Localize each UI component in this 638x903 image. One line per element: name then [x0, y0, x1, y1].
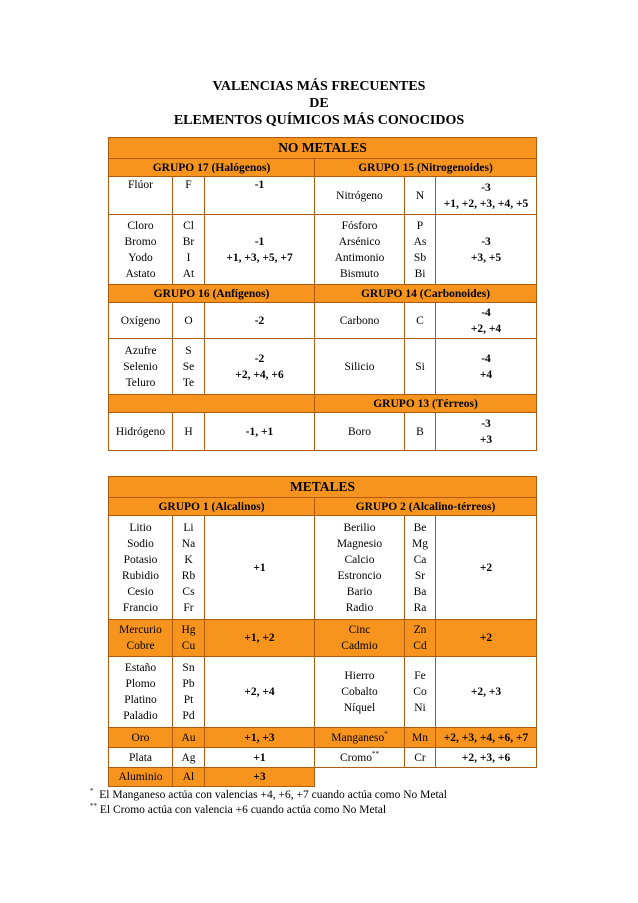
element-name: Hidrógeno	[109, 413, 173, 451]
valence: +2	[436, 620, 537, 657]
element-name: Boro	[315, 413, 405, 451]
element-name: Oro	[109, 728, 173, 748]
element-name: Flúor	[109, 177, 173, 215]
element-symbol: Ag	[173, 748, 205, 768]
valence: -1 +1, +3, +5, +7	[205, 215, 315, 285]
element-symbols: Fe Co Ni	[405, 657, 436, 728]
empty-group-header	[109, 395, 315, 413]
valence: -2 +2, +4, +6	[205, 339, 315, 395]
empty-cell	[315, 768, 537, 787]
footnote-2: ** El Cromo actúa con valencia +6 cuando actúa como No Metal	[90, 802, 387, 816]
element-names: Litio Sodio Potasio Rubidio Cesio Francio	[109, 516, 173, 620]
element-name: Oxígeno	[109, 303, 173, 339]
element-names: Estaño Plomo Platino Paladio	[109, 657, 173, 728]
valence: +2	[436, 516, 537, 620]
element-name: Cromo**	[315, 748, 405, 768]
valence: +2, +4	[205, 657, 315, 728]
element-symbol: Cr	[405, 748, 436, 768]
element-name: Silicio	[315, 339, 405, 395]
element-symbols: S Se Te	[173, 339, 205, 395]
no-metales-table	[108, 137, 537, 451]
group-14-header: GRUPO 14 (Carbonoides)	[315, 285, 537, 303]
valence: +1, +2	[205, 620, 315, 657]
valence: -3 +3, +5	[436, 215, 537, 285]
valence: -4 +2, +4	[436, 303, 537, 339]
valence: -1	[205, 177, 315, 215]
valence: +2, +3, +6	[436, 748, 537, 768]
element-name: Carbono	[315, 303, 405, 339]
element-symbol: Mn	[405, 728, 436, 748]
element-symbols: Li Na K Rb Cs Fr	[173, 516, 205, 620]
metales-header: METALES	[109, 477, 537, 498]
element-names: Cloro Bromo Yodo Astato	[109, 215, 173, 285]
element-symbols: Sn Pb Pt Pd	[173, 657, 205, 728]
valence: +1	[205, 516, 315, 620]
element-names: Mercurio Cobre	[109, 620, 173, 657]
title-line-1: VALENCIAS MÁS FRECUENTES	[212, 79, 426, 94]
valence: -4 +4	[436, 339, 537, 395]
valence: -2	[205, 303, 315, 339]
element-symbol: H	[173, 413, 205, 451]
element-symbols: Cl Br I At	[173, 215, 205, 285]
element-names: Hierro Cobalto Níquel	[315, 657, 405, 728]
valence: +1	[205, 748, 315, 768]
element-symbol: Au	[173, 728, 205, 748]
valence: -1, +1	[205, 413, 315, 451]
valence: +2, +3	[436, 657, 537, 728]
group-17-header: GRUPO 17 (Halógenos)	[109, 159, 315, 177]
footnote-mark: **	[371, 749, 379, 758]
element-symbol: N	[405, 177, 436, 215]
element-symbol: Al	[173, 768, 205, 787]
element-name: Aluminio	[109, 768, 173, 787]
group-15-header: GRUPO 15 (Nitrogenoides)	[315, 159, 537, 177]
element-names: Berilio Magnesio Calcio Estroncio Bario Radio	[315, 516, 405, 620]
element-symbol: C	[405, 303, 436, 339]
element-symbols: P As Sb Bi	[405, 215, 436, 285]
element-symbols: Be Mg Ca Sr Ba Ra	[405, 516, 436, 620]
element-name: Plata	[109, 748, 173, 768]
title-line-2: DE	[309, 96, 329, 111]
group-16-header: GRUPO 16 (Anfígenos)	[109, 285, 315, 303]
valence: -3 +1, +2, +3, +4, +5	[436, 177, 537, 215]
element-names: Cinc Cadmio	[315, 620, 405, 657]
element-symbol: B	[405, 413, 436, 451]
metales-table	[108, 476, 537, 787]
no-metales-header: NO METALES	[109, 138, 537, 159]
footnote-1: * El Manganeso actúa con valencias +4, +6, +7 cuando actúa como No Metal	[90, 787, 447, 801]
valence: +2, +3, +4, +6, +7	[436, 728, 537, 748]
element-name: Manganeso*	[315, 728, 405, 748]
group-2-header: GRUPO 2 (Alcalino-térreos)	[315, 498, 537, 516]
footnotes	[90, 788, 447, 818]
valence: +3	[205, 768, 315, 787]
valence: +1, +3	[205, 728, 315, 748]
group-1-header: GRUPO 1 (Alcalinos)	[109, 498, 315, 516]
element-symbol: O	[173, 303, 205, 339]
group-13-header: GRUPO 13 (Térreos)	[315, 395, 537, 413]
valence: -3 +3	[436, 413, 537, 451]
element-names: Fósforo Arsénico Antimonio Bismuto	[315, 215, 405, 285]
footnote-mark: *	[384, 729, 388, 738]
element-names: Azufre Selenio Teluro	[109, 339, 173, 395]
element-symbols: Hg Cu	[173, 620, 205, 657]
element-symbol: Si	[405, 339, 436, 395]
element-symbol: F	[173, 177, 205, 215]
title-line-3: ELEMENTOS QUÍMICOS MÁS CONOCIDOS	[173, 113, 465, 128]
element-name: Nitrógeno	[315, 177, 405, 215]
element-symbols: Zn Cd	[405, 620, 436, 657]
